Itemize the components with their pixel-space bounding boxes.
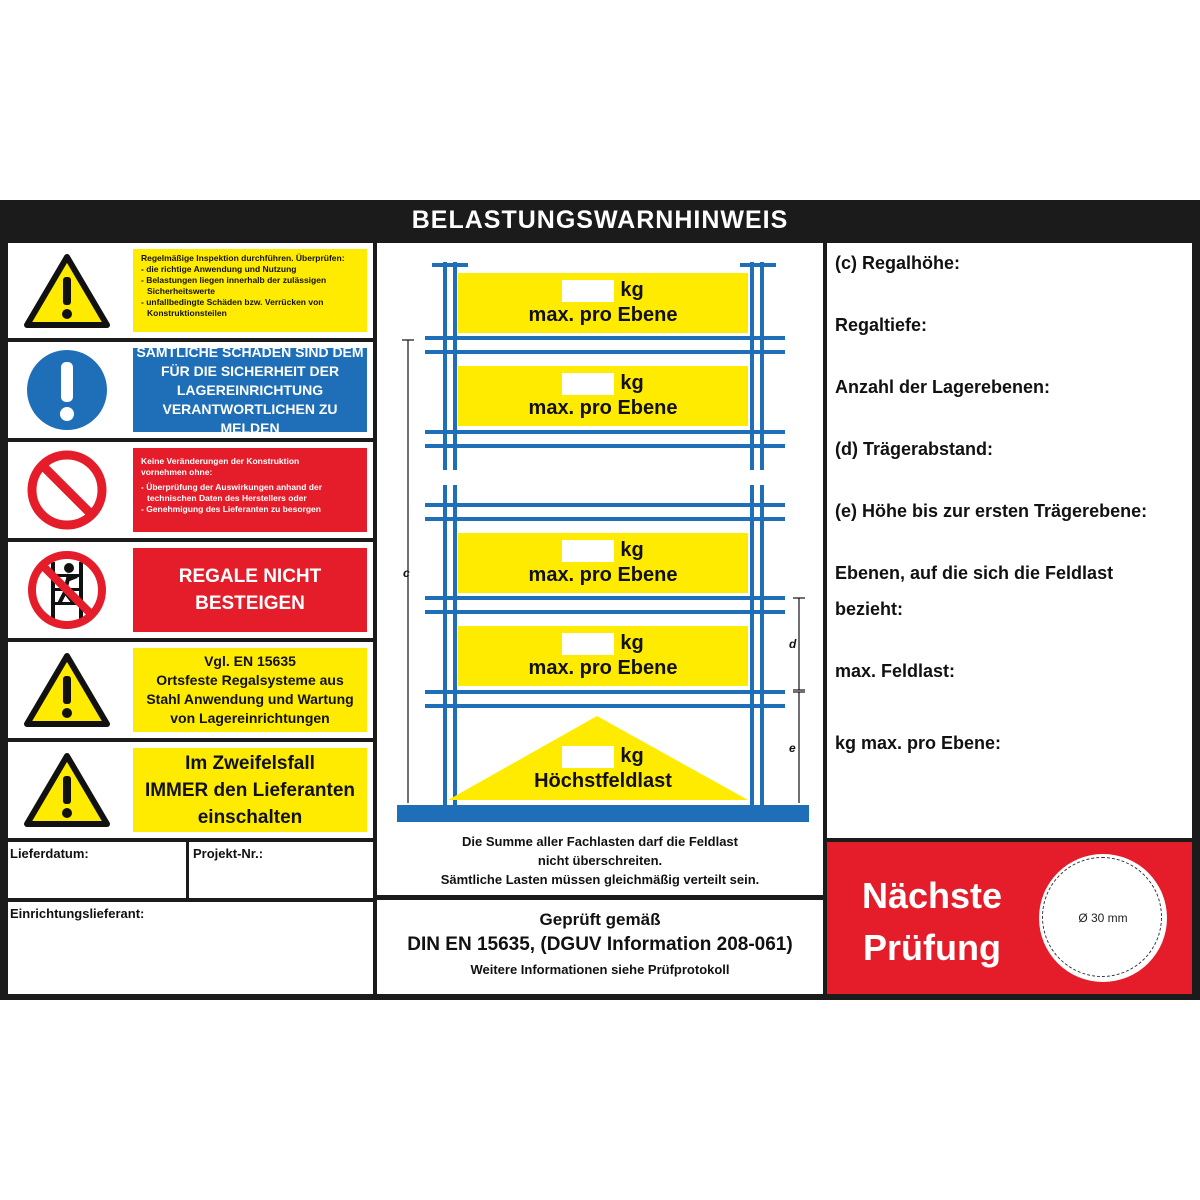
spec-regalhoehe: (c) Regalhöhe: bbox=[835, 253, 961, 273]
inspection-sticker-area[interactable] bbox=[1039, 854, 1167, 982]
spec-hoehe-erste-traegerebene: (e) Höhe bis zur ersten Trägerebene: bbox=[835, 501, 1148, 521]
kg-value-blank[interactable] bbox=[562, 373, 614, 395]
projekt-field[interactable] bbox=[189, 842, 373, 898]
warning-triangle-icon bbox=[8, 642, 126, 738]
certification-line3: Weitere Informationen siehe Prüfprotokoll bbox=[470, 962, 730, 977]
certification-panel bbox=[377, 900, 823, 994]
lieferdatum-field[interactable] bbox=[8, 842, 186, 898]
spec-ebenen-feldlast: Ebenen, auf die sich die Feldlast bbox=[835, 563, 1114, 583]
warning-triangle-icon bbox=[8, 243, 126, 338]
no-modification-row bbox=[8, 442, 373, 538]
dim-d-label: d bbox=[789, 637, 797, 651]
no-modification-text: Keine Veränderungen der Konstruktion vornehmen ohne: - Überprüfung der Auswirkungen anhand der technischen Daten des Herstellers oder - Genehmigung des Lieferanten zu besorgen bbox=[133, 448, 367, 532]
level-load-box: kg max. pro Ebene bbox=[458, 366, 748, 426]
dim-c-label: c bbox=[403, 566, 410, 580]
kg-value-blank[interactable] bbox=[562, 540, 614, 562]
rack-diagram-panel bbox=[377, 243, 823, 895]
report-damage-row bbox=[8, 342, 373, 438]
supplier-row bbox=[8, 742, 373, 838]
next-inspection-panel bbox=[827, 842, 1192, 994]
level-load-box: kg max. pro Ebene bbox=[458, 533, 748, 593]
warning-triangle-icon bbox=[8, 742, 126, 838]
einrichtungslieferant-label: Einrichtungslieferant: bbox=[10, 906, 145, 921]
kg-value-blank[interactable] bbox=[562, 280, 614, 302]
spec-ebenen-feldlast-cont: bezieht: bbox=[835, 599, 904, 619]
inspection-text: Regelmäßige Inspektion durchführen. Überprüfen: - die richtige Anwendung und Nutzung - Belastungen liegen innerhalb der zulässigen Sicherheitswerte - unfallbedingte Schäden bzw. Verrücken von Konstruktionsteilen bbox=[133, 249, 367, 332]
supplier-text: Im Zweifelsfall IMMER den Lieferanten einschalten bbox=[133, 748, 367, 832]
kg-value-blank[interactable] bbox=[562, 633, 614, 655]
sign-title: BELASTUNGSWARNHINWEIS bbox=[411, 205, 789, 234]
einrichtungslieferant-field[interactable] bbox=[8, 902, 373, 994]
norm-row bbox=[8, 642, 373, 738]
no-climbing-row bbox=[8, 542, 373, 638]
warning-sign bbox=[0, 200, 1200, 1000]
next-inspection-text: Nächste Prüfung bbox=[861, 875, 1003, 968]
kg-value-blank[interactable] bbox=[562, 746, 614, 768]
dim-e-label: e bbox=[789, 741, 796, 755]
spec-max-feldlast: max. Feldlast: bbox=[835, 661, 956, 681]
lieferdatum-label: Lieferdatum: bbox=[10, 846, 89, 861]
level-load-box: kg max. pro Ebene bbox=[458, 273, 748, 333]
no-climbing-text: REGALE NICHT BESTEIGEN bbox=[133, 548, 367, 632]
specs-panel bbox=[827, 243, 1192, 838]
projekt-label: Projekt-Nr.: bbox=[193, 846, 264, 861]
load-note: Die Summe aller Fachlasten darf die Feldlast nicht überschreiten. Sämtliche Lasten müssen gleichmäßig verteilt sein. bbox=[440, 834, 760, 887]
prohibition-icon bbox=[8, 442, 126, 538]
certification-line2: DIN EN 15635, (DGUV Information 208-061) bbox=[407, 934, 793, 955]
no-climbing-icon bbox=[8, 542, 126, 638]
certification-line1: Geprüft gemäß bbox=[539, 910, 661, 929]
inspection-row bbox=[8, 243, 373, 338]
mandatory-exclamation-icon bbox=[8, 342, 126, 438]
sticker-size-label: Ø 30 mm bbox=[1078, 911, 1128, 925]
spec-regaltiefe: Regaltiefe: bbox=[835, 315, 928, 335]
spec-kg-max-pro-ebene: kg max. pro Ebene: bbox=[835, 733, 1002, 753]
report-damage-text: SÄMTLICHE SCHÄDEN SIND DEM FÜR DIE SICHERHEIT DER LAGEREINRICHTUNG VERANTWORTLICHEN ZU MELDEN bbox=[133, 348, 367, 432]
spec-traegerabstand: (d) Trägerabstand: bbox=[835, 439, 994, 459]
spec-anzahl-lagerebenen: Anzahl der Lagerebenen: bbox=[835, 377, 1051, 397]
norm-text: Vgl. EN 15635 Ortsfeste Regalsysteme aus Stahl Anwendung und Wartung von Lagereinrichtungen bbox=[133, 648, 367, 732]
max-field-load-box: kg Höchstfeldlast bbox=[534, 745, 672, 792]
level-load-box: kg max. pro Ebene bbox=[458, 626, 748, 686]
